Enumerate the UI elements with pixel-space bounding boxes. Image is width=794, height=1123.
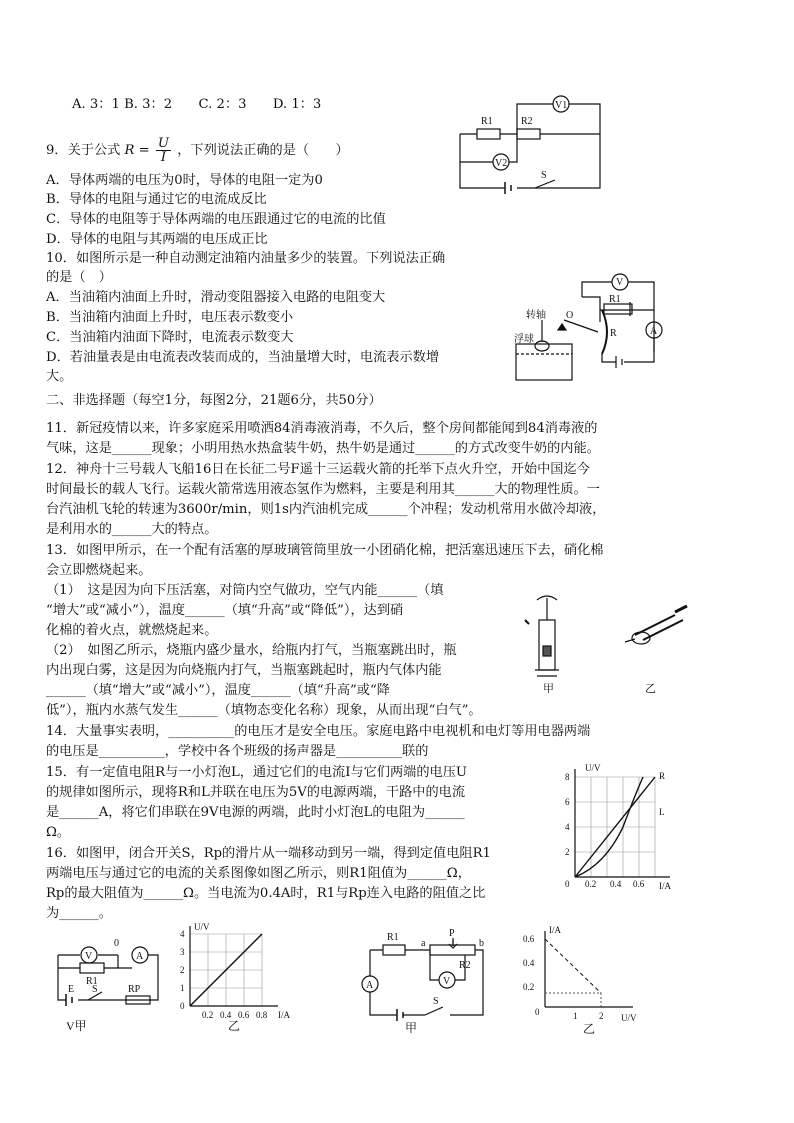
- q9-stem: [46, 137, 349, 164]
- fig-b3-label-ammeter: A: [366, 980, 374, 991]
- fig-q8-label-r1: R1: [481, 116, 493, 127]
- q16-graph-a: [178, 922, 298, 1032]
- fig-b1-label-rp: RP: [128, 984, 141, 995]
- fig-q8-label-s: S: [541, 170, 547, 181]
- fig-b3-label-b: b: [479, 938, 484, 949]
- r2-rheostat: [430, 945, 475, 955]
- fig-b4-ytick-0: 0: [535, 1007, 540, 1017]
- axes: [545, 931, 633, 1007]
- q8-circuit-diagram: [455, 92, 605, 192]
- fig-b2-ytick-0: 0: [180, 1001, 185, 1011]
- fig-q15-xtick-02: 0.2: [585, 879, 597, 889]
- fig-q10-label-o: O: [566, 310, 574, 321]
- q13-apparatus-figures: [525, 590, 705, 700]
- q9-formula-fraction: [156, 137, 171, 164]
- q13-line-3: （1） 这是因为向下压活塞，对筒内空气做功，空气内能______（填: [46, 583, 444, 598]
- fig-b4-ylabel: I/A: [549, 925, 561, 935]
- fig-q15-ytick-8: 8: [565, 772, 570, 782]
- q12-line-3: 台汽油机飞轮的转速为3600r/min，则1s内汽油机完成______个冲程；发动机常用水做冷却液，: [46, 502, 606, 517]
- fig-b4-xtick-1: 1: [573, 1011, 578, 1021]
- q9-stem-before: 9．关于公式: [46, 143, 121, 158]
- q9-option-b: B．导体的电阻与通过它的电流成反比: [46, 192, 267, 207]
- fig-b4-xtick-2: 2: [599, 1011, 604, 1021]
- switch-symbol: [425, 1007, 443, 1015]
- fig-b2-xtick-04: 0.4: [220, 1010, 232, 1020]
- q13-line-6: （2） 如图乙所示，烧瓶内盛少量水，给瓶内打气，当瓶塞跳出时，瓶: [46, 643, 457, 658]
- q13-line-7: 内出现白雾，这是因为向烧瓶内打气，当瓶塞跳起时，瓶内气体内能: [46, 663, 442, 678]
- fig-b1-label-a: A: [136, 951, 144, 962]
- q15-line-1: 15．有一定值电阻R与一小灯泡L，通过它们的电流I与它们两端的电压U: [46, 765, 468, 780]
- fig-q13-label-yi: 乙: [645, 683, 656, 695]
- fig-b4-ytick-02: 0.2: [523, 982, 535, 992]
- q10-stem-1: 10．如图所示是一种自动测定油箱内油量多少的装置。下列说法正确: [46, 251, 446, 266]
- fig-b3-label-voltmeter: V: [443, 976, 451, 987]
- fig-b3-caption: 甲: [405, 1021, 418, 1035]
- fig-b2-ytick-1: 1: [180, 983, 185, 993]
- fig-b2-xtick-06: 0.6: [238, 1010, 250, 1020]
- section-2-heading: 二、非选择题（每空1分，每图2分，21题6分，共50分）: [46, 393, 382, 408]
- q16-line-1: 16．如图甲，闭合开关S，Rp的滑片从一端移动到另一端，得到定值电阻R1: [46, 846, 491, 861]
- fig-q10-label-a: A: [650, 326, 658, 337]
- data-line: [545, 939, 601, 993]
- fig-q15-ytick-4: 4: [565, 822, 570, 832]
- fig-q15-xtick-0: 0: [565, 879, 570, 889]
- fig-q8-label-v2: V2: [495, 158, 508, 169]
- fig-q15-xtick-04: 0.4: [610, 879, 622, 889]
- q13-line-9: 低”），瓶内水蒸气发生______（填物态变化名称）现象，从而出现“白气”。: [46, 703, 482, 718]
- r1-resistor: [604, 304, 632, 314]
- q9-stem-after: ，下列说法正确的是（ ）: [177, 143, 349, 158]
- q16-circuit-b: [355, 930, 495, 1035]
- fig-q15-xlabel: I/A: [659, 881, 671, 891]
- fig-q10-label-float: 浮球: [514, 334, 534, 345]
- fig-b1-label-e: E: [68, 984, 75, 995]
- fig-b2-xlabel: I/A: [278, 1010, 290, 1020]
- q8-options: A. 3：1 B. 3：2 C. 2：3 D. 1：3: [72, 97, 322, 112]
- fig-b4-xlabel: U/V: [621, 1013, 637, 1023]
- battery-symbol: [505, 182, 511, 194]
- fig-b1-label-0: 0: [114, 938, 119, 949]
- q10-option-a: A．当油箱内油面上升时，滑动变阻器接入电路的电阻变大: [46, 290, 386, 305]
- r1-resistor: [477, 129, 500, 139]
- r1-resistor: [80, 963, 104, 973]
- fig-b1-label-v: V: [85, 951, 93, 962]
- q12-line-1: 12．神舟十三号载人飞船16日在长征二号F遥十三运载火箭的托举下点火升空，开始中国迄今: [46, 462, 590, 477]
- q12-line-4: 是利用水的______大的特点。: [46, 522, 218, 537]
- q9-option-a: A．导体两端的电压为0时，导体的电阻一定为0: [46, 173, 323, 188]
- fig-q10-label-r1: R1: [609, 294, 621, 305]
- fig-q15-ytick-2: 2: [565, 847, 570, 857]
- q10-option-d: D．若油量表是由电流表改装而成的，当油量增大时，电流表示数增: [46, 350, 440, 365]
- switch-symbol: [535, 180, 555, 188]
- q14-line-1: 14．大量事实表明，__________的电压才是安全电压。家庭电路中电视机和电灯等用电器两端: [46, 724, 591, 739]
- fig-q10-label-r: R: [610, 328, 617, 339]
- fig-q10-label-v: V: [616, 277, 624, 288]
- q9-option-d: D．导体的电阻与其两端的电压成正比: [46, 232, 268, 247]
- q10-option-c: C．当油箱内油面下降时，电流表示数变大: [46, 330, 294, 345]
- fig-q15-ylabel: U/V: [585, 763, 601, 773]
- glass-tube-piston-figure: [535, 596, 559, 676]
- fig-b1-label-s: S: [92, 984, 98, 995]
- q9-formula-num: U: [157, 136, 170, 151]
- fig-q15-label-l: L: [659, 807, 665, 817]
- axes: [575, 769, 670, 877]
- q15-line-3: 是______A，将它们串联在9V电源的两端，此时小灯泡L的电阻为______: [46, 805, 465, 820]
- fig-q13-label-jia: 甲: [543, 683, 554, 695]
- q15-ui-graph: [555, 765, 680, 890]
- q16-line-3: Rp的最大阻值为______Ω。当电流为0.4A时，R1与Rp连入电路的阻值之比: [46, 886, 486, 901]
- lever-arm: [564, 320, 598, 332]
- fig-b2-ytick-4: 4: [180, 929, 185, 939]
- r1-resistor: [383, 945, 405, 955]
- fig-q10-label-axle: 转轴: [526, 310, 546, 321]
- q16-circuit-a: [48, 930, 168, 1035]
- fig-b3-label-p: P: [449, 928, 455, 939]
- battery-symbol: [66, 994, 72, 1006]
- fig-b3-label-a: a: [421, 938, 426, 949]
- q9-option-c: C．导体的电阻等于导体两端的电压跟通过它的电流的比值: [46, 212, 386, 227]
- q14-line-2: 的电压是__________，学校中各个班级的扬声器是__________联的: [46, 744, 429, 759]
- q12-line-2: 时间最长的载人飞行。运载火箭常选用液态氢作为燃料，主要是利用其______大的物理性质。一: [46, 482, 600, 497]
- fig-q15-xtick-06: 0.6: [633, 879, 645, 889]
- axes: [190, 926, 278, 1006]
- q13-line-2: 会立即燃烧起来。: [46, 563, 152, 578]
- fig-q8-label-v1: V1: [555, 100, 568, 111]
- fig-q8-label-r2: R2: [521, 116, 533, 127]
- fig-q15-ytick-6: 6: [565, 797, 570, 807]
- q16-line-2: 两端电压与通过它的电流的关系图像如图乙所示，则R1阻值为______Ω，: [46, 866, 471, 881]
- q9-formula-lhs: R =: [124, 143, 150, 158]
- q16-graph-b: [515, 925, 650, 1035]
- float-ball: [535, 341, 549, 351]
- q9-formula-den: I: [160, 150, 167, 165]
- fig-b2-ytick-3: 3: [180, 947, 185, 957]
- q11-line-2: 气味，这是______现象；小明用热水热盒装牛奶，热牛奶是通过______的方式改变牛奶的内能。: [46, 441, 600, 456]
- q10-option-b: B．当油箱内油面上升时，电压表示数变小: [46, 310, 294, 325]
- fig-b4-caption: 乙: [583, 1022, 596, 1036]
- q11-line-1: 11．新冠疫情以来，许多家庭采用喷洒84消毒液消毒，不久后，整个房间都能闻到84消毒液的: [46, 421, 598, 436]
- variable-resistor-arc: [602, 310, 607, 354]
- q13-line-1: 13．如图甲所示，在一个配有活塞的厚玻璃管筒里放一小团硝化棉，把活塞迅速压下去，硝化棉: [46, 543, 604, 558]
- q13-line-8: ______（填“增大”或“减小”），温度______（填“升高”或“降: [46, 683, 390, 698]
- fig-b1-label-r1: R1: [86, 976, 98, 987]
- flask-pump-figure: [625, 606, 687, 644]
- q16-line-4: 为______。: [46, 906, 112, 921]
- fig-b2-xtick-08: 0.8: [256, 1010, 268, 1020]
- fig-b3-label-s: S: [433, 996, 439, 1007]
- fig-b2-caption: 乙: [228, 1019, 241, 1033]
- fig-b3-label-r2: R2: [459, 960, 471, 971]
- fig-b2-xtick-02: 0.2: [202, 1010, 214, 1020]
- q15-line-2: 的规律如图所示，现将R和L并联在电压为5V的电源两端，干路中的电流: [46, 785, 466, 800]
- q15-line-4: Ω。: [46, 825, 71, 840]
- fig-b1-caption: V甲: [66, 1019, 87, 1033]
- fig-b4-ytick-04: 0.4: [523, 958, 535, 968]
- fig-b2-ylabel: U/V: [194, 922, 210, 932]
- fig-b3-label-r1: R1: [387, 932, 399, 943]
- q10-option-d-cont: 大。: [46, 369, 73, 384]
- fig-b2-ytick-2: 2: [180, 965, 185, 975]
- q10-stem-2: 的是（ ）: [46, 270, 112, 285]
- oil-tank: [516, 344, 572, 380]
- r2-resistor: [517, 129, 540, 139]
- q13-line-5: 化棉的着火点，就燃烧起来。: [46, 623, 218, 638]
- q13-line-4: “增大”或“减小”），温度______（填“升高”或“降低”），达到硝: [46, 603, 404, 618]
- fig-b4-ytick-06: 0.6: [523, 934, 535, 944]
- fig-q15-label-r: R: [659, 771, 666, 781]
- battery-symbol: [397, 1009, 403, 1021]
- slider-p: [449, 938, 457, 948]
- q10-oil-tank-diagram: [512, 262, 662, 387]
